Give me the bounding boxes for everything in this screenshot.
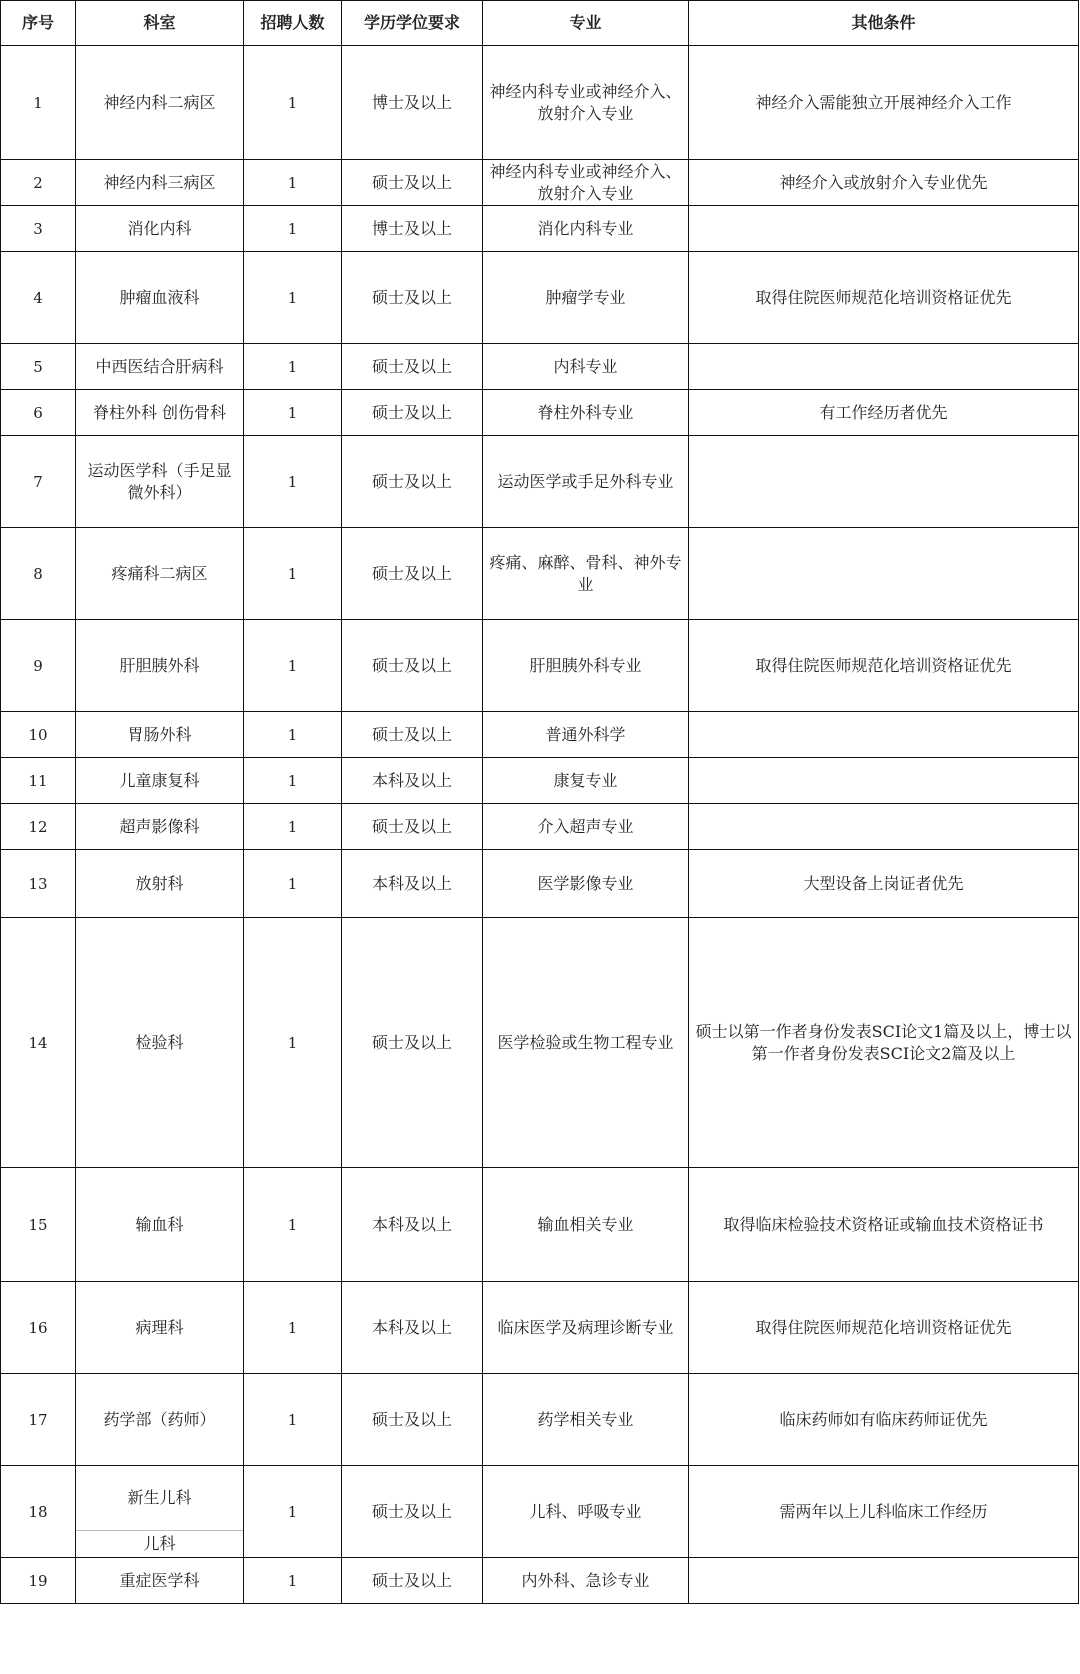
table-row bbox=[1, 712, 1079, 758]
cell-count: 1 bbox=[244, 1168, 342, 1282]
cell-major: 普通外科学 bbox=[483, 712, 689, 758]
cell-major: 药学相关专业 bbox=[483, 1374, 689, 1466]
table-row bbox=[1, 1374, 1079, 1466]
cell-dept: 肿瘤血液科 bbox=[76, 252, 244, 344]
cell-count: 1 bbox=[244, 1466, 342, 1558]
cell-dept: 胃肠外科 bbox=[76, 712, 244, 758]
cell-count: 1 bbox=[244, 1558, 342, 1604]
cell-dept: 肝胆胰外科 bbox=[76, 620, 244, 712]
cell-dept: 药学部（药师） bbox=[76, 1374, 244, 1466]
cell-major: 脊柱外科专业 bbox=[483, 390, 689, 436]
cell-dept: 神经内科三病区 bbox=[76, 160, 244, 206]
table-row bbox=[1, 804, 1079, 850]
cell-count: 1 bbox=[244, 712, 342, 758]
cell-count: 1 bbox=[244, 804, 342, 850]
cell-dept: 检验科 bbox=[76, 918, 244, 1168]
table-row bbox=[1, 528, 1079, 620]
cell-no: 3 bbox=[1, 206, 76, 252]
cell-no: 1 bbox=[1, 46, 76, 160]
cell-major: 医学检验或生物工程专业 bbox=[483, 918, 689, 1168]
table-row bbox=[1, 46, 1079, 160]
header-row bbox=[1, 1, 1079, 46]
cell-dept: 脊柱外科 创伤骨科 bbox=[76, 390, 244, 436]
cell-dept: 儿童康复科 bbox=[76, 758, 244, 804]
cell-other: 硕士以第一作者身份发表SCI论文1篇及以上，博士以第一作者身份发表SCI论文2篇及以上 bbox=[689, 918, 1079, 1168]
cell-dept: 放射科 bbox=[76, 850, 244, 918]
cell-other: 取得住院医师规范化培训资格证优先 bbox=[689, 620, 1079, 712]
table-row bbox=[1, 206, 1079, 252]
cell-no: 13 bbox=[1, 850, 76, 918]
cell-dept: 疼痛科二病区 bbox=[76, 528, 244, 620]
cell-no: 19 bbox=[1, 1558, 76, 1604]
cell-count: 1 bbox=[244, 918, 342, 1168]
cell-edu: 本科及以上 bbox=[342, 1282, 483, 1374]
cell-edu: 硕士及以上 bbox=[342, 918, 483, 1168]
cell-no: 10 bbox=[1, 712, 76, 758]
header-count: 招聘人数 bbox=[244, 1, 342, 46]
cell-no: 8 bbox=[1, 528, 76, 620]
table-row bbox=[1, 390, 1079, 436]
cell-count: 1 bbox=[244, 46, 342, 160]
cell-edu: 本科及以上 bbox=[342, 1168, 483, 1282]
cell-other: 临床药师如有临床药师证优先 bbox=[689, 1374, 1079, 1466]
cell-dept: 运动医学科（手足显微外科） bbox=[76, 436, 244, 528]
cell-other: 有工作经历者优先 bbox=[689, 390, 1079, 436]
table-row bbox=[1, 160, 1079, 206]
cell-other: 取得临床检验技术资格证或输血技术资格证书 bbox=[689, 1168, 1079, 1282]
cell-major: 输血相关专业 bbox=[483, 1168, 689, 1282]
cell-major: 医学影像专业 bbox=[483, 850, 689, 918]
cell-no: 7 bbox=[1, 436, 76, 528]
cell-major: 消化内科专业 bbox=[483, 206, 689, 252]
header-major: 专业 bbox=[483, 1, 689, 46]
cell-major: 内科专业 bbox=[483, 344, 689, 390]
cell-dept: 病理科 bbox=[76, 1282, 244, 1374]
cell-no: 15 bbox=[1, 1168, 76, 1282]
cell-edu: 博士及以上 bbox=[342, 206, 483, 252]
cell-dept bbox=[76, 1466, 244, 1558]
table-row bbox=[1, 620, 1079, 712]
cell-major: 康复专业 bbox=[483, 758, 689, 804]
cell-dept: 神经内科二病区 bbox=[76, 46, 244, 160]
cell-major: 临床医学及病理诊断专业 bbox=[483, 1282, 689, 1374]
table-row bbox=[1, 850, 1079, 918]
cell-count: 1 bbox=[244, 758, 342, 804]
cell-edu: 硕士及以上 bbox=[342, 620, 483, 712]
cell-other: 神经介入或放射介入专业优先 bbox=[689, 160, 1079, 206]
cell-dept-secondary: 儿科 bbox=[76, 1530, 243, 1557]
cell-edu: 硕士及以上 bbox=[342, 1374, 483, 1466]
cell-other bbox=[689, 712, 1079, 758]
cell-no: 5 bbox=[1, 344, 76, 390]
cell-edu: 硕士及以上 bbox=[342, 160, 483, 206]
cell-no: 2 bbox=[1, 160, 76, 206]
cell-other bbox=[689, 528, 1079, 620]
table-row bbox=[1, 918, 1079, 1168]
table-row bbox=[1, 1558, 1079, 1604]
cell-major: 神经内科专业或神经介入、放射介入专业 bbox=[483, 46, 689, 160]
cell-no: 6 bbox=[1, 390, 76, 436]
cell-no: 17 bbox=[1, 1374, 76, 1466]
cell-dept: 中西医结合肝病科 bbox=[76, 344, 244, 390]
cell-dept: 超声影像科 bbox=[76, 804, 244, 850]
cell-no: 18 bbox=[1, 1466, 76, 1558]
cell-edu: 硕士及以上 bbox=[342, 1558, 483, 1604]
table-row bbox=[1, 436, 1079, 528]
cell-edu: 硕士及以上 bbox=[342, 390, 483, 436]
cell-dept: 消化内科 bbox=[76, 206, 244, 252]
cell-major: 肝胆胰外科专业 bbox=[483, 620, 689, 712]
table-row bbox=[1, 344, 1079, 390]
cell-count: 1 bbox=[244, 390, 342, 436]
table-row bbox=[1, 1168, 1079, 1282]
cell-no: 11 bbox=[1, 758, 76, 804]
cell-edu: 硕士及以上 bbox=[342, 712, 483, 758]
cell-edu: 硕士及以上 bbox=[342, 436, 483, 528]
cell-no: 16 bbox=[1, 1282, 76, 1374]
cell-count: 1 bbox=[244, 1282, 342, 1374]
cell-other bbox=[689, 436, 1079, 528]
cell-no: 14 bbox=[1, 918, 76, 1168]
cell-other: 取得住院医师规范化培训资格证优先 bbox=[689, 252, 1079, 344]
cell-edu: 硕士及以上 bbox=[342, 1466, 483, 1558]
cell-no: 9 bbox=[1, 620, 76, 712]
cell-count: 1 bbox=[244, 528, 342, 620]
cell-count: 1 bbox=[244, 344, 342, 390]
cell-edu: 本科及以上 bbox=[342, 758, 483, 804]
cell-major: 运动医学或手足外科专业 bbox=[483, 436, 689, 528]
cell-count: 1 bbox=[244, 850, 342, 918]
cell-no: 12 bbox=[1, 804, 76, 850]
header-dept: 科室 bbox=[76, 1, 244, 46]
cell-other bbox=[689, 206, 1079, 252]
cell-edu: 本科及以上 bbox=[342, 850, 483, 918]
header-other: 其他条件 bbox=[689, 1, 1079, 46]
cell-count: 1 bbox=[244, 160, 342, 206]
cell-edu: 硕士及以上 bbox=[342, 804, 483, 850]
cell-major: 神经内科专业或神经介入、放射介入专业 bbox=[483, 160, 689, 206]
cell-other bbox=[689, 1558, 1079, 1604]
cell-major: 内外科、急诊专业 bbox=[483, 1558, 689, 1604]
cell-other bbox=[689, 758, 1079, 804]
cell-other bbox=[689, 804, 1079, 850]
cell-major: 介入超声专业 bbox=[483, 804, 689, 850]
cell-dept-primary: 新生儿科 bbox=[127, 1488, 192, 1507]
cell-other: 取得住院医师规范化培训资格证优先 bbox=[689, 1282, 1079, 1374]
cell-other bbox=[689, 344, 1079, 390]
cell-count: 1 bbox=[244, 1374, 342, 1466]
cell-edu: 硕士及以上 bbox=[342, 344, 483, 390]
cell-other: 神经介入需能独立开展神经介入工作 bbox=[689, 46, 1079, 160]
cell-edu: 硕士及以上 bbox=[342, 528, 483, 620]
cell-count: 1 bbox=[244, 206, 342, 252]
table-row bbox=[1, 1466, 1079, 1558]
table-row bbox=[1, 1282, 1079, 1374]
cell-dept: 输血科 bbox=[76, 1168, 244, 1282]
table-row bbox=[1, 252, 1079, 344]
table-row bbox=[1, 758, 1079, 804]
cell-major: 儿科、呼吸专业 bbox=[483, 1466, 689, 1558]
header-edu: 学历学位要求 bbox=[342, 1, 483, 46]
header-no: 序号 bbox=[1, 1, 76, 46]
cell-other: 需两年以上儿科临床工作经历 bbox=[689, 1466, 1079, 1558]
cell-count: 1 bbox=[244, 436, 342, 528]
cell-dept: 重症医学科 bbox=[76, 1558, 244, 1604]
cell-edu: 博士及以上 bbox=[342, 46, 483, 160]
cell-no: 4 bbox=[1, 252, 76, 344]
cell-other: 大型设备上岗证者优先 bbox=[689, 850, 1079, 918]
cell-edu: 硕士及以上 bbox=[342, 252, 483, 344]
cell-count: 1 bbox=[244, 252, 342, 344]
cell-major: 肿瘤学专业 bbox=[483, 252, 689, 344]
cell-major: 疼痛、麻醉、骨科、神外专业 bbox=[483, 528, 689, 620]
cell-count: 1 bbox=[244, 620, 342, 712]
